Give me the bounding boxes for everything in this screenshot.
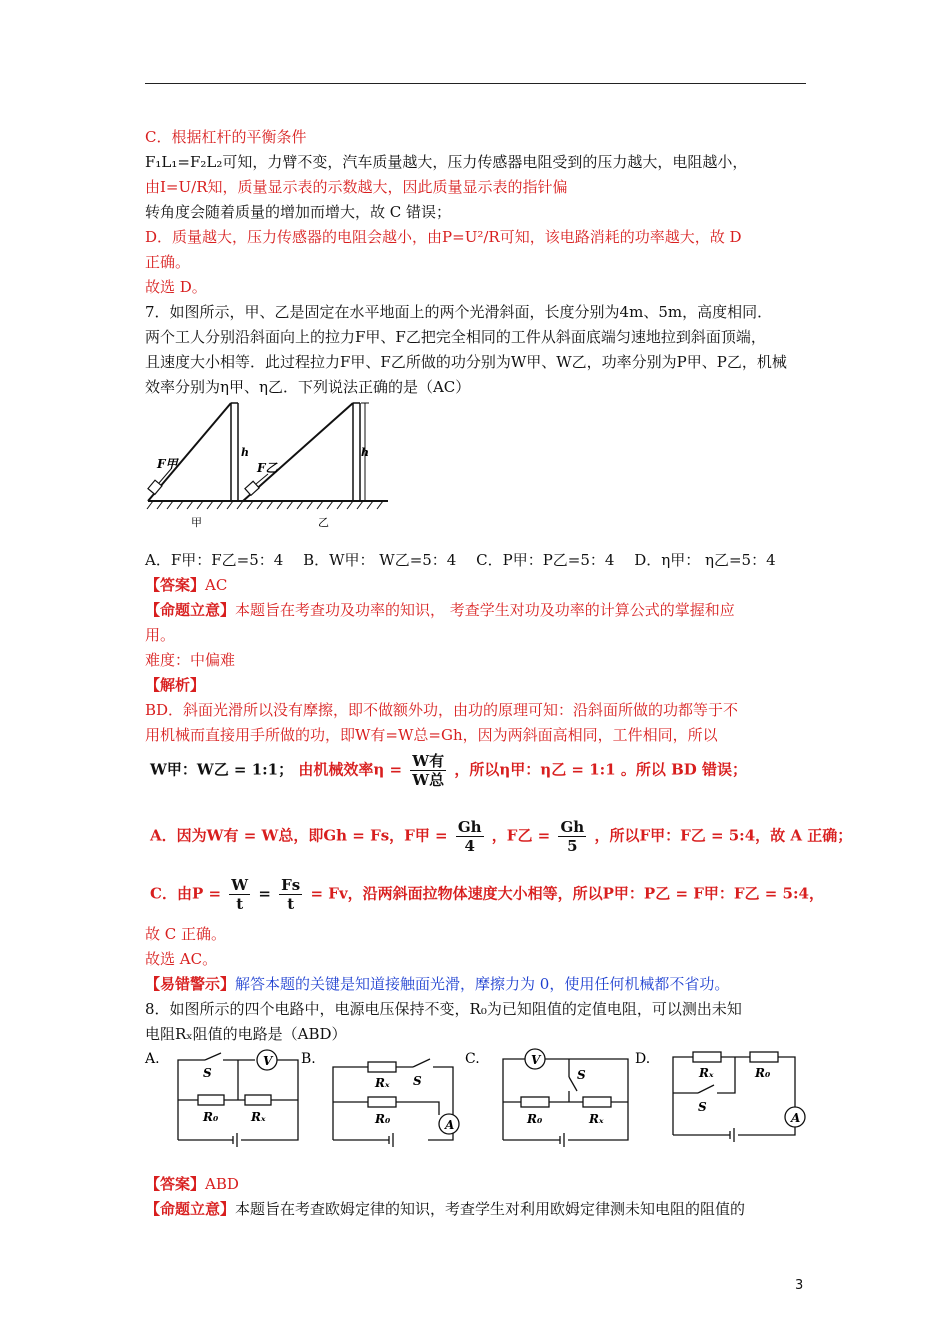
analysis-tag: 【解析】 — [145, 676, 206, 694]
left-force-label: F甲 — [157, 457, 178, 471]
text-line: 转角度会随着质量的增加而增大，故 C 错误； — [145, 203, 452, 221]
resistor-r0-label: R₀ — [755, 1066, 771, 1080]
ammeter-icon: A — [791, 1111, 801, 1125]
resistor-rx-label: Rₓ — [699, 1066, 714, 1080]
text-line: 故选 D。 — [145, 278, 207, 296]
question-7-line: 效率分别为η甲、η乙．下列说法正确的是（AC） — [145, 378, 471, 396]
right-height-label: h — [361, 446, 369, 459]
circuit-label-d: D. — [635, 1051, 651, 1067]
resistor-rx-label: Rₓ — [375, 1076, 390, 1090]
right-incline-name: 乙 — [318, 516, 329, 529]
incline-figure — [143, 398, 393, 533]
analysis-selection: 故选 AC。 — [145, 950, 218, 968]
voltmeter-icon: V — [531, 1053, 541, 1067]
left-incline-name: 甲 — [191, 516, 202, 529]
switch-label: S — [413, 1074, 422, 1088]
question-8-line: 电阻Rₓ阻值的电路是（ABD） — [145, 1025, 347, 1043]
circuit-label-c: C. — [465, 1051, 480, 1067]
intent-8: 【命题立意】本题旨在考查欧姆定律的知识，考查学生对利用欧姆定律测未知电阻的阻值的 — [145, 1200, 746, 1218]
switch-label: S — [577, 1068, 586, 1082]
analysis-line: 用机械而直接用手所做的功，即W有=W总=Gh，因为两斜面高相同，工件相同，所以 — [145, 726, 718, 744]
question-8-line: 8．如图所示的四个电路中，电源电压保持不变，R₀为已知阻值的定值电阻，可以测出未知 — [145, 1000, 742, 1018]
circuit-label-b: B. — [301, 1051, 316, 1067]
circuit-label-a: A. — [145, 1051, 160, 1067]
analysis-line: BD．斜面光滑所以没有摩擦，即不做额外功，由功的原理可知：沿斜面所做的功都等于不 — [145, 701, 739, 719]
switch-label: S — [203, 1066, 212, 1080]
text-line: D．质量越大，压力传感器的电阻会越小，由P=U²/R可知，该电路消耗的功率越大，故 D — [145, 228, 742, 246]
answer-8: 【答案】ABD — [145, 1175, 239, 1193]
analysis-conclusion: 故 C 正确。 — [145, 925, 227, 943]
question-7-line: 且速度大小相等．此过程拉力F甲、F乙所做的功分别为W甲、W乙，功率分别为P甲、P乙，机械 — [145, 353, 787, 371]
equation-row-1: W甲：W乙 = 1:1； 由机械效率η = $\frac{\text{W有}}{\text{W总}}$ ，所以η甲：η乙 = 1:1 。所以 BD 错误； — [150, 752, 747, 789]
voltmeter-icon: V — [263, 1054, 273, 1068]
intent-7-cont: 用。 — [145, 626, 176, 644]
text-line: F₁L₁=F₂L₂可知，力臂不变，汽车质量越大，压力传感器电阻受到的压力越大，电阻越小， — [145, 153, 748, 171]
resistor-rx-label: Rₓ — [589, 1112, 604, 1126]
question-7-line: 两个工人分别沿斜面向上的拉力F甲、F乙把完全相同的工件从斜面底端匀速地拉到斜面顶端， — [145, 328, 766, 346]
warning-line: 【易错警示】解答本题的关键是知道接触面光滑，摩擦力为 0，使用任何机械都不省功。 — [145, 975, 730, 993]
resistor-rx-label: Rₓ — [251, 1110, 266, 1124]
circuit-a — [178, 1050, 298, 1147]
circuit-c — [503, 1049, 628, 1147]
page-number: 3 — [795, 1278, 804, 1293]
circuit-figure — [143, 1045, 813, 1155]
header-rule — [145, 83, 806, 84]
equation-row-3: C．由P = $\frac{W}{t}$ = $\frac{Fs}{t}$ = Fv，沿两斜面拉物体速度大小相等，所以P甲：P乙 = F甲：F乙 = 5:4， — [150, 876, 824, 913]
text-line: C．根据杠杆的平衡条件 — [145, 128, 307, 146]
ammeter-icon: A — [445, 1118, 455, 1132]
resistor-r0-label: R₀ — [527, 1112, 543, 1126]
question-7-options: A．F甲：F乙=5：4 B．W甲： W乙=5：4 C．P甲：P乙=5：4 D．η甲： η乙=5：4 — [145, 551, 776, 569]
text-line: 正确。 — [145, 253, 191, 271]
answer-7: 【答案】AC — [145, 576, 228, 594]
resistor-r0-label: R₀ — [203, 1110, 219, 1124]
question-7-line: 7．如图所示，甲、乙是固定在水平地面上的两个光滑斜面，长度分别为4m、5m，高度相同． — [145, 303, 773, 321]
equation-row-2: A．因为W有 = W总，即Gh = Fs，F甲 = $\frac{Gh}{4}$ ，F乙 = $\frac{Gh}{5}$ ，所以F甲：F乙 = 5:4，故 A 正确； — [150, 818, 853, 855]
text-line: 由I=U/R知，质量显示表的示数越大，因此质量显示表的指针偏 — [145, 178, 568, 196]
circuit-d — [673, 1052, 805, 1142]
difficulty-7: 难度：中偏难 — [145, 651, 236, 669]
switch-label: S — [698, 1100, 707, 1114]
resistor-r0-label: R₀ — [375, 1112, 391, 1126]
circuit-b — [333, 1059, 459, 1147]
left-height-label: h — [241, 446, 249, 459]
intent-7: 【命题立意】本题旨在考查功及功率的知识， 考查学生对功及功率的计算公式的掌握和应 — [145, 601, 735, 619]
right-force-label: F乙 — [257, 461, 278, 475]
